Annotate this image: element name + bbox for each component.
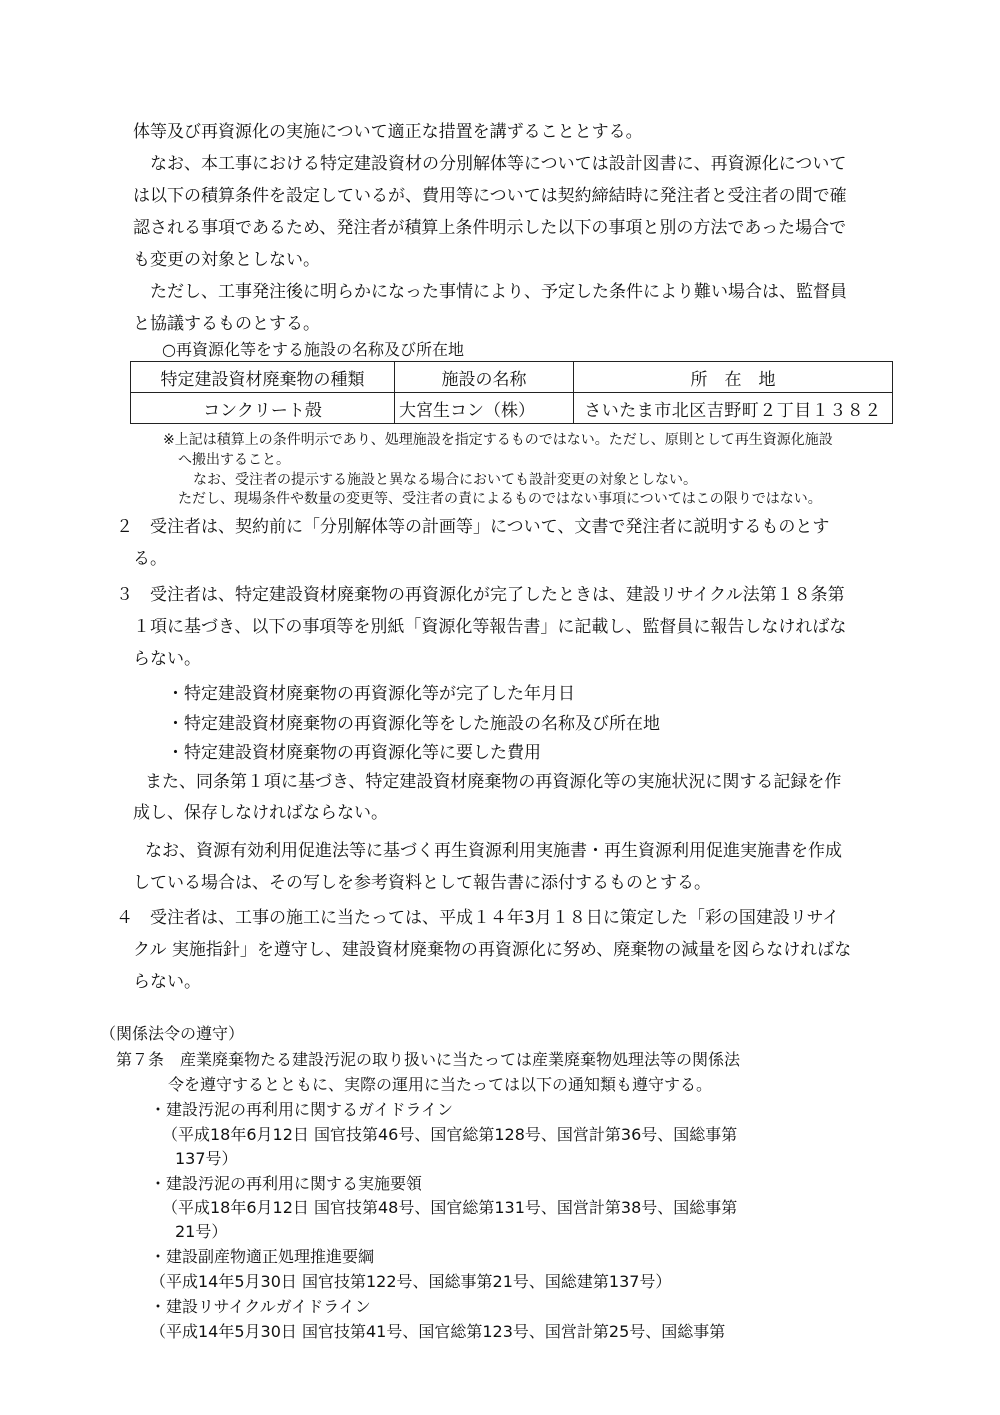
item-3: ３ 受注者は、特定建設資材廃棄物の再資源化が完了したときは、建設リサイクル法第１８条第: [116, 585, 845, 605]
guideline-ref: （平成14年5月30日 国官技第41号、国官総第123号、国営計第25号、国総事第: [150, 1322, 726, 1341]
article-7: 第７条 産業廃棄物たる建設汚泥の取り扱いに当たっては産業廃棄物処理法等の関係法: [116, 1050, 741, 1069]
text-line: している場合は、その写しを参考資料として報告書に添付するものとする。: [133, 873, 711, 893]
facility-table: [130, 361, 893, 424]
item-2: ２ 受注者は、契約前に「分別解体等の計画等」について、文書で発注者に説明するものとす: [116, 517, 830, 537]
item-3-cont: １項に基づき、以下の事項等を別紙「資源化等報告書」に記載し、監督員に報告しなければな: [133, 617, 847, 637]
text-line: 体等及び再資源化の実施について適正な措置を講ずることとする。: [133, 122, 643, 142]
text-line: と協議するものとする。: [133, 314, 320, 334]
text-line: 認される事項であるため、発注者が積算上条件明示した以下の事項と別の方法であった場合で: [133, 218, 847, 238]
text-line: なお、資源有効利用促進法等に基づく再生資源利用実施書・再生資源利用促進実施書を作成: [145, 841, 842, 861]
item-4-cont: クル 実施指針」を遵守し、建設資材廃棄物の再資源化に努め、廃棄物の減量を図らなければな: [133, 940, 852, 960]
item-4-cont: らない。: [133, 972, 201, 992]
item-3-cont: らない。: [133, 649, 201, 669]
bullet-item: ・特定建設資材廃棄物の再資源化等が完了した年月日: [167, 684, 575, 704]
item-4: ４ 受注者は、工事の施工に当たっては、平成１４年3月１８日に策定した「彩の国建設リサイ: [116, 908, 840, 928]
guideline-ref: （平成18年6月12日 国官技第46号、国官総第128号、国営計第36号、国総事第: [162, 1125, 738, 1144]
guideline-item: ・建設副産物適正処理推進要綱: [150, 1247, 375, 1266]
section-caption: ○再資源化等をする施設の名称及び所在地: [162, 340, 464, 359]
text-line: ただし、工事発注後に明らかになった事情により、予定した条件により難い場合は、監督員: [150, 282, 847, 302]
text-line: も変更の対象としない。: [133, 250, 320, 270]
guideline-ref: （平成14年5月30日 国官技第122号、国総事第21号、国総建第137号）: [150, 1272, 672, 1291]
article-7-cont: 令を遵守するとともに、実際の運用に当たっては以下の通知類も遵守する。: [168, 1075, 713, 1094]
text-line: 成し、保存しなければならない。: [133, 803, 388, 823]
header-cell: 所 在 地: [574, 362, 893, 393]
header-cell: 施設の名称: [395, 362, 574, 393]
note-line: なお、受注者の提示する施設と異なる場合においても設計変更の対象としない。: [193, 472, 697, 488]
guideline-ref: 137号）: [175, 1149, 238, 1168]
guideline-item: ・建設汚泥の再利用に関する実施要領: [150, 1174, 423, 1193]
note-line: へ搬出すること。: [178, 452, 290, 468]
guideline-item: ・建設汚泥の再利用に関するガイドライン: [150, 1100, 454, 1119]
note-line: ※上記は積算上の条件明示であり、処理施設を指定するものではない。ただし、原則として再生資源化施設: [163, 432, 833, 448]
bullet-item: ・特定建設資材廃棄物の再資源化等をした施設の名称及び所在地: [167, 714, 660, 734]
text-line: また、同条第１項に基づき、特定建設資材廃棄物の再資源化等の実施状況に関する記録を作: [145, 772, 842, 792]
table-cell: さいたま市北区吉野町２丁目１３８２: [574, 393, 893, 424]
table-header-row: [131, 362, 893, 393]
table-row: [131, 393, 893, 424]
note-line: ただし、現場条件や数量の変更等、受注者の責によるものではない事項についてはこの限りではない。: [178, 491, 822, 507]
bullet-item: ・特定建設資材廃棄物の再資源化等に要した費用: [167, 743, 541, 763]
guideline-item: ・建設リサイクルガイドライン: [150, 1297, 371, 1316]
table-cell: コンクリート殻: [131, 393, 395, 424]
guideline-ref: 21号）: [175, 1222, 228, 1241]
text-line: は以下の積算条件を設定しているが、費用等については契約締結時に発注者と受注者の間で確: [133, 186, 847, 206]
text-line: なお、本工事における特定建設資材の分別解体等については設計図書に、再資源化について: [150, 154, 847, 174]
header-cell: 特定建設資材廃棄物の種類: [131, 362, 395, 393]
guideline-ref: （平成18年6月12日 国官技第48号、国官総第131号、国営計第38号、国総事第: [162, 1198, 738, 1217]
table-cell: 大宮生コン（株）: [395, 393, 574, 424]
item-2-cont: る。: [133, 549, 167, 569]
section-heading: （関係法令の遵守）: [100, 1024, 245, 1043]
